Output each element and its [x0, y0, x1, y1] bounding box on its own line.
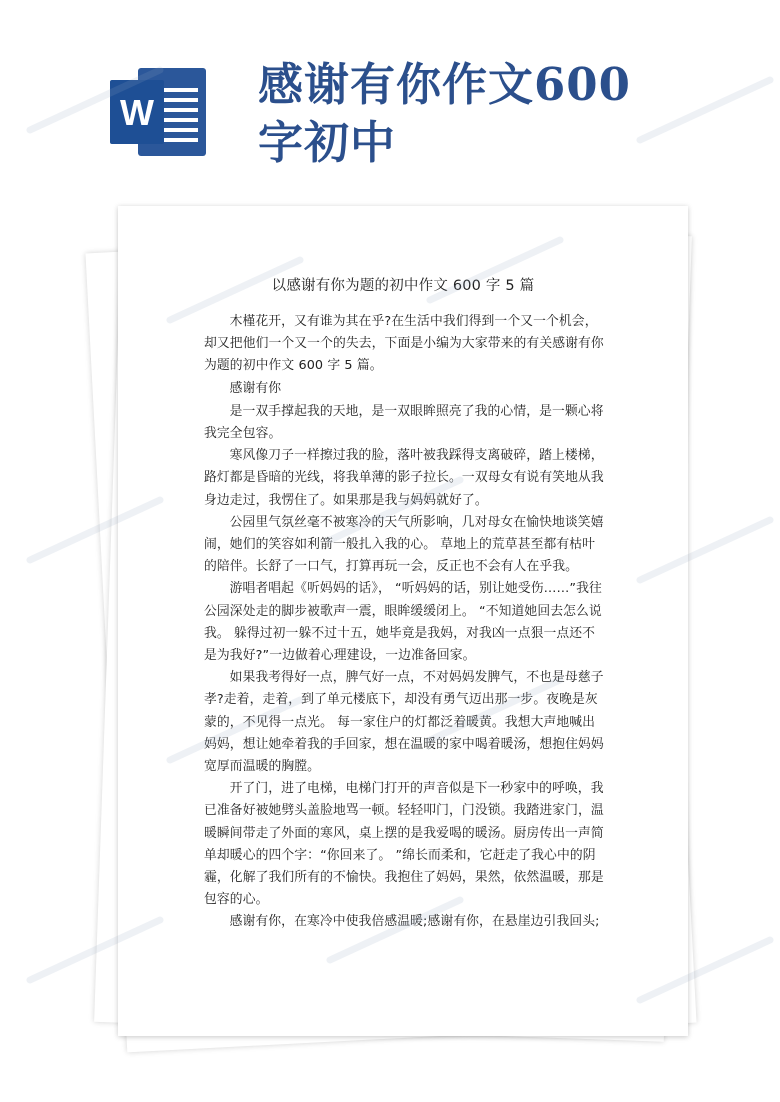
paragraph: 感谢有你，在寒冷中使我倍感温暖;感谢有你，在悬崖边引我回头;: [229, 914, 600, 930]
paragraph: 寒风像刀子一样擦过我的脸，落叶被我踩得支离破碎，踏上楼梯，路灯都是昏暗的光线，将我单薄的影子拉长。一双母女有说有笑地从我身边走过，我愣住了。如果那是我与妈妈就好了。: [204, 448, 604, 508]
word-document-icon: [108, 66, 208, 158]
paragraph-intro: 木槿花开，又有谁为其在乎?在生活中我们得到一个又一个机会，却又把他们一个又一个的失去，下面是小编为大家带来的有关感谢有你为题的初中作文 600 字 5 篇。: [204, 314, 604, 374]
paragraph: 公园里气氛丝毫不被寒冷的天气所影响，几对母女在愉快地谈笑嬉闹，她们的笑容如利箭一般扎入我的心。 草地上的荒草甚至都有枯叶的陪伴。长舒了一口气，打算再玩一会，反正也不会有人在乎我。: [204, 514, 604, 575]
paragraph: 开了门，进了电梯，电梯门打开的声音似是下一秒家中的呼唤，我已准备好被她劈头盖脸地骂一顿。轻轻叩门，门没锁。我踏进家门，温暖瞬间带走了外面的寒风，桌上摆的是我爱喝的暖汤。厨房传出一声简单却暖心的四个字：“你回来了。 ”绵长而柔和，它赶走了我心中的阴霾，化解了我们所有的不愉快。我抱住了妈妈，果然，依然温暖，那是包容的心。: [204, 781, 604, 908]
paragraph: 游唱者唱起《听妈妈的话》， “听妈妈的话，别让她受伤……”我往公园深处走的脚步被歌声一震，眼眸缓缓闭上。 “不知道她回去怎么说我。 躲得过初一躲不过十五，她毕竟是我妈，对我凶一点狠一点还不是为我好?”一边做着心理建设，一边准备回家。: [204, 581, 602, 664]
page-title: 感谢有你作文600字初中: [258, 58, 631, 169]
document-page: [118, 206, 688, 1036]
paragraph-subheading: 感谢有你: [229, 380, 282, 396]
document-body: [204, 311, 604, 934]
paragraph: 是一双手撑起我的天地，是一双眼眸照亮了我的心情，是一颗心将我完全包容。: [204, 403, 604, 442]
word-icon-letter: W: [120, 92, 154, 133]
document-heading: 以感谢有你为题的初中作文 600 字 5 篇: [271, 278, 535, 294]
paragraph: 如果我考得好一点，脾气好一点，不对妈妈发脾气，不也是母慈子孝?走着，走着，到了单元楼底下，却没有勇气迈出那一步。夜晚是灰蒙的，不见得一点光。 每一家住户的灯都泛着暖黄。我想大声地喊出妈妈，想让她牵着我的手回家，想在温暖的家中喝着暖汤，想抱住妈妈宽厚而温暖的胸膛。: [204, 670, 604, 775]
